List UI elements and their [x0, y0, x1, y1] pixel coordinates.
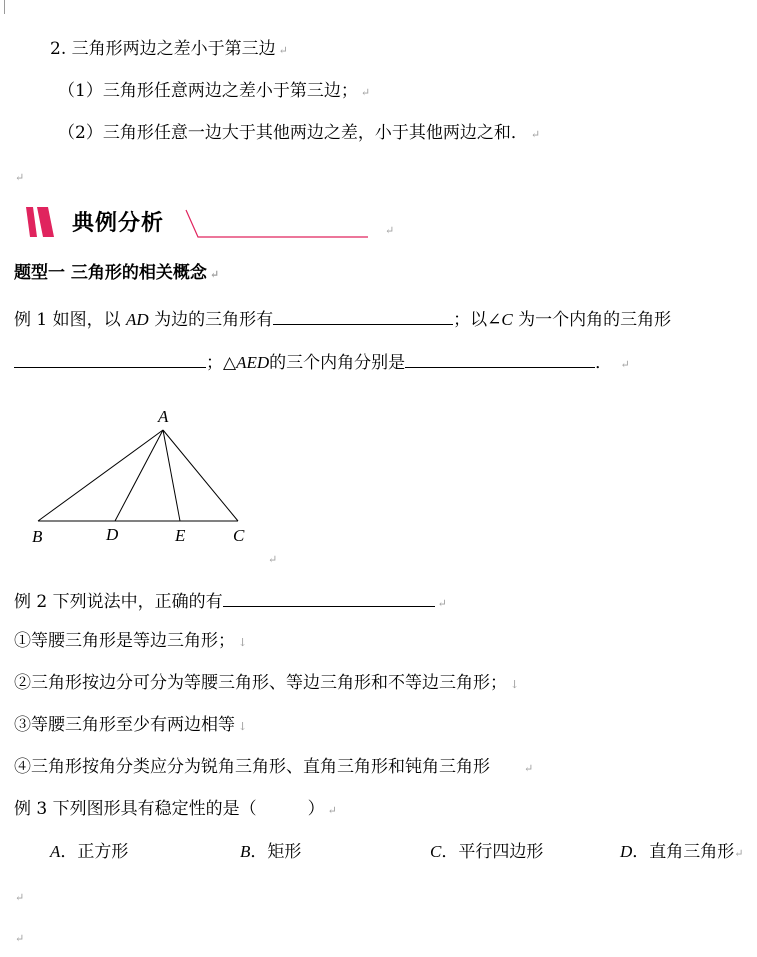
example-3-label: 例 3 — [14, 799, 48, 819]
paragraph-mark: ↵ — [268, 554, 278, 566]
page-corner-mark — [0, 0, 5, 14]
example-2-statement-3: ③等腰三角形至少有两边相等 ↓ — [14, 715, 248, 735]
section-2-item-1: （1）三角形任意两边之差小于第三边； ↵ — [58, 81, 371, 101]
segment-ad — [115, 430, 163, 521]
choice-a[interactable]: A．正方形 — [50, 842, 129, 862]
answer-blank-2[interactable] — [14, 349, 206, 368]
segment-ac — [163, 430, 238, 521]
example-1-line-2: ；△AED的三个内角分别是 ． ↵ — [14, 349, 630, 376]
heading-underline — [184, 208, 374, 240]
paragraph-mark: ↵ — [530, 128, 541, 141]
example-1-line-1: 例 1 如图，以 AD 为边的三角形有 ；以∠C 为一个内角的三角形 — [14, 306, 671, 331]
segment-ae — [163, 430, 180, 521]
choice-b[interactable]: B．矩形 — [240, 842, 302, 862]
example-2-question: 例 2 下列说法中，正确的有 ↵ — [14, 588, 447, 615]
example-3-question: 例 3 下列图形具有稳定性的是（ ） ↵ — [14, 799, 337, 819]
choice-d[interactable]: D．直角三角形↵ — [620, 842, 744, 862]
section-2-title: 2. 三角形两边之差小于第三边 ↵ — [50, 39, 288, 59]
example-2-statement-4: ④三角形按角分类应分为锐角三角形、直角三角形和钝角三角形 ↵ — [14, 757, 534, 777]
triangle-figure — [20, 400, 280, 570]
heading-slash-icon — [24, 205, 62, 241]
answer-blank-3[interactable] — [405, 349, 595, 368]
paragraph-mark: ↵ — [278, 44, 288, 57]
answer-blank-4[interactable] — [223, 588, 435, 607]
empty-paragraph: ↵ — [15, 171, 25, 184]
point-label-d: D — [106, 525, 119, 544]
empty-paragraph: ↵ — [15, 891, 25, 904]
example-2-label: 例 2 — [14, 592, 48, 612]
point-label-e: E — [175, 526, 186, 545]
vertex-label-c: C — [233, 526, 245, 545]
choice-c[interactable]: C．平行四边形 — [430, 842, 544, 862]
answer-blank-1[interactable] — [273, 306, 453, 325]
heading-title: 典例分析 — [72, 211, 165, 236]
vertex-label-a: A — [158, 407, 169, 426]
type-1-title: 题型一 三角形的相关概念 ↵ — [14, 263, 220, 283]
example-1-label: 例 1 — [14, 310, 48, 330]
empty-paragraph: ↵ — [15, 932, 25, 945]
section-2-item-2: （2）三角形任意一边大于其他两边之差，小于其他两边之和． ↵ — [58, 123, 541, 143]
example-2-statement-1: ①等腰三角形是等边三角形； ↓ — [14, 631, 248, 651]
vertex-label-b: B — [32, 527, 43, 546]
segment-ab — [38, 430, 163, 521]
heading-paragraph-mark: ↵ — [385, 224, 395, 237]
paragraph-mark: ↵ — [360, 86, 371, 99]
example-2-statement-2: ②三角形按边分可分为等腰三角形、等边三角形和不等边三角形； ↓ — [14, 673, 520, 693]
